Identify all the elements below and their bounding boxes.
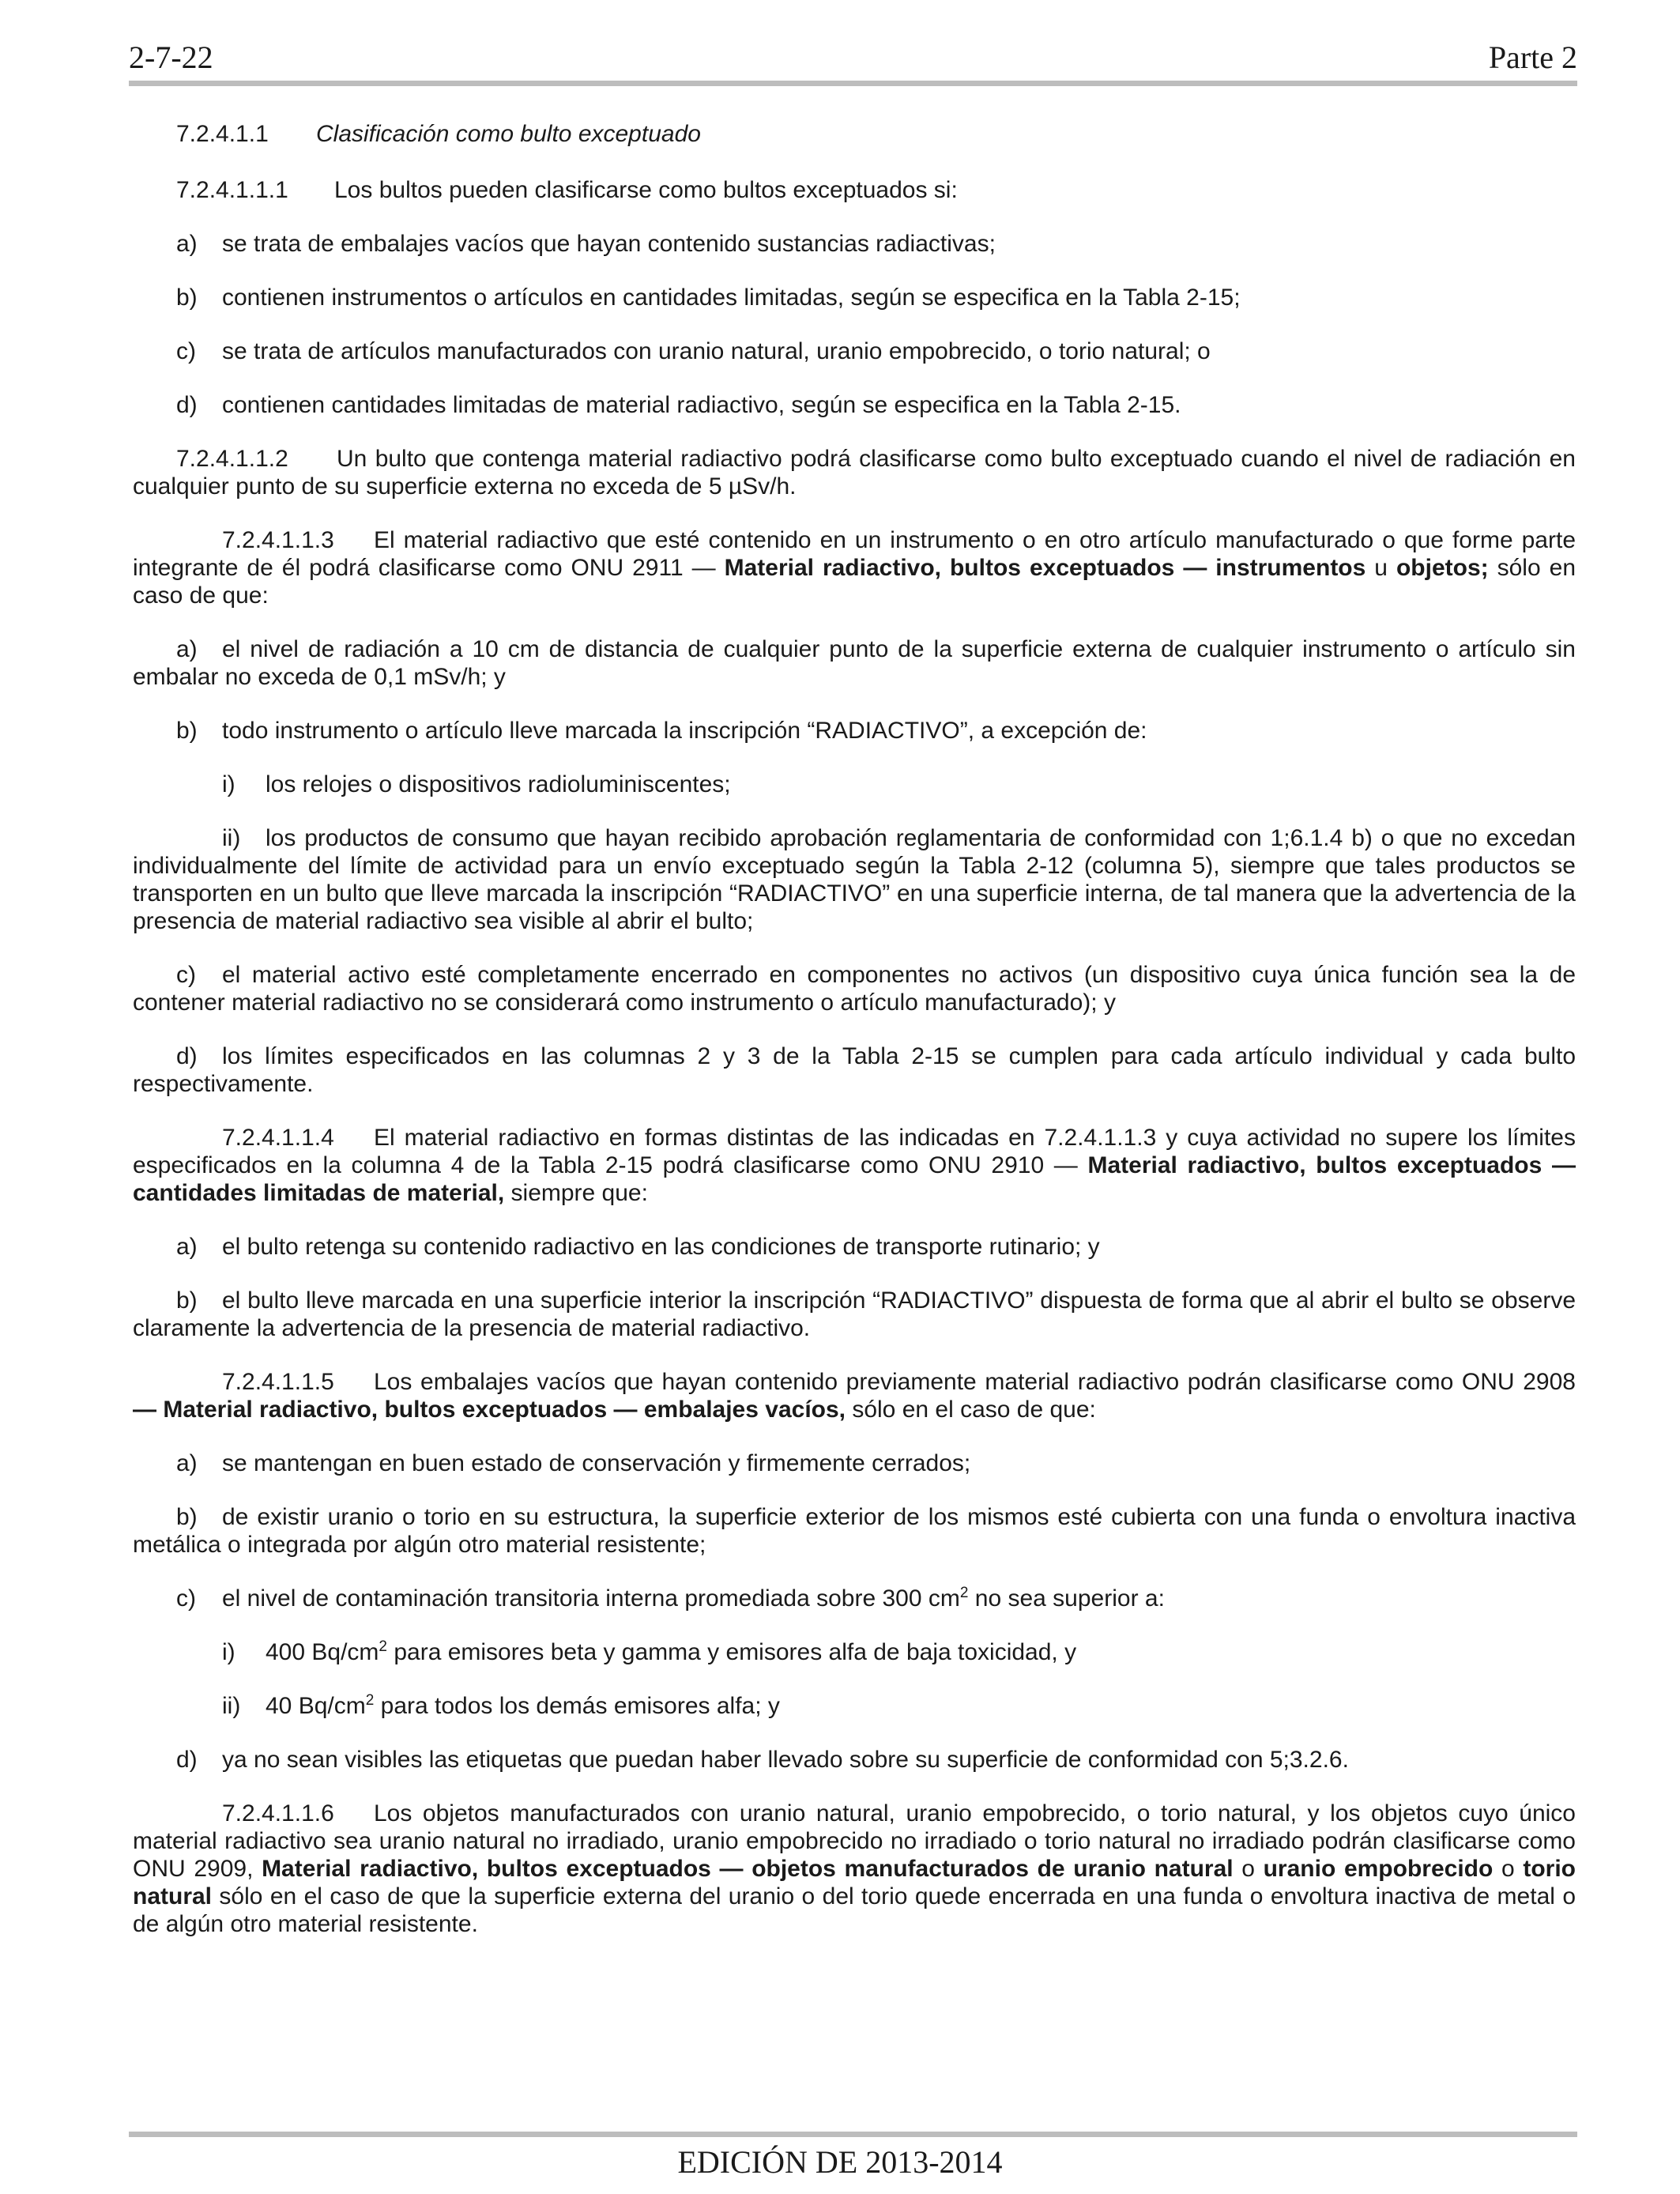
s15-condition-a: a) se mantengan en buen estado de conservación y firmemente cerrados; xyxy=(176,1450,971,1476)
paragraph-7-2-4-1-1-3: 7.2.4.1.1.3 El material radiactivo que esté contenido en un instrumento o en otro artículo manufacturado o que forme parte integrante de él podrá clasificarse como ONU 2911 — Material radiactivo, bultos exceptuados — instrumentos u objetos; sólo en caso de que: xyxy=(133,527,1576,609)
footer-rule xyxy=(129,2132,1577,2137)
paragraph-7-2-4-1-1-6: 7.2.4.1.1.6 Los objetos manufacturados con uranio natural, uranio empobrecido, o torio natural, y los objetos cuyo único material radiactivo sea uranio natural no irradiado, uranio empobrecido no irradiado o torio natural no irradiado podrán clasificarse como ONU 2909, Material radiactivo, bultos exceptuados — objetos manufacturados de uranio natural o uranio empobrecido o torio natural sólo en el caso de que la superficie externa del uranio o del torio quede encerrada en una funda o envoltura inactiva de metal o de algún otro material resistente. xyxy=(133,1800,1576,1937)
section-heading-7-2-4-1-1: 7.2.4.1.1 Clasificación como bulto exceptuado xyxy=(176,121,701,147)
list-item-c: c) se trata de artículos manufacturados con uranio natural, uranio empobrecido, o torio natural; o xyxy=(176,338,1211,364)
condition-b: b) todo instrumento o artículo lleve marcada la inscripción “RADIACTIVO”, a excepción de: xyxy=(176,718,1147,744)
list-item-b: b) contienen instrumentos o artículos en cantidades limitadas, según se especifica en la Tabla 2-15; xyxy=(176,285,1241,311)
page-number: 2-7-22 xyxy=(129,39,213,75)
part-label: Parte 2 xyxy=(1488,39,1577,75)
s15-condition-b: b) de existir uranio o torio en su estructura, la superficie exterior de los mismos esté cubierta con una funda o envoltura inactiva metálica o integrada por algún otro material resistente; xyxy=(133,1504,1576,1558)
condition-a: a) el nivel de radiación a 10 cm de distancia de cualquier punto de la superficie externa de cualquier instrumento o artículo sin embalar no exceda de 0,1 mSv/h; y xyxy=(133,636,1576,690)
paragraph-7-2-4-1-1-5: 7.2.4.1.1.5 Los embalajes vacíos que hayan contenido previamente material radiactivo podrán clasificarse como ONU 2908 — Material radiactivo, bultos exceptuados — embalajes vacíos, sólo en el caso de que: xyxy=(133,1369,1576,1423)
paragraph-7-2-4-1-1-2: 7.2.4.1.1.2 Un bulto que contenga material radiactivo podrá clasificarse como bulto exceptuado cuando el nivel de radiación en cualquier punto de su superficie externa no exceda de 5 µSv/h. xyxy=(133,446,1576,499)
paragraph-7-2-4-1-1-4: 7.2.4.1.1.4 El material radiactivo en formas distintas de las indicadas en 7.2.4.1.1.3 y cuya actividad no supere los límites especificados en la columna 4 de la Tabla 2-15 podrá clasificarse como ONU 2910 — Material radiactivo, bultos exceptuados — cantidades limitadas de material, siempre que: xyxy=(133,1125,1576,1206)
s15-limit-i: i) 400 $Bq/cm^2$ para emisores beta y gamma y emisores alfa de baja toxicidad, y xyxy=(222,1638,1077,1665)
s15-condition-d: d) ya no sean visibles las etiquetas que puedan haber llevado sobre su superficie de conformidad con 5;3.2.6. xyxy=(176,1747,1349,1773)
document-body xyxy=(133,120,1576,1938)
condition-c: c) el material activo esté completamente encerrado en componentes no activos (un dispositivo cuya única función sea la de contener material radiactivo no se considerará como instrumento o artículo manufacturado); y xyxy=(133,962,1576,1016)
list-item-a: a) se trata de embalajes vacíos que hayan contenido sustancias radiactivas; xyxy=(176,231,996,257)
s14-condition-b: b) el bulto lleve marcada en una superficie interior la inscripción “RADIACTIVO” dispuesta de forma que al abrir el bulto se observe claramente la advertencia de la presencia de material radiactivo. xyxy=(133,1287,1576,1341)
condition-d: d) los límites especificados en las columnas 2 y 3 de la Tabla 2-15 se cumplen para cada artículo individual y cada bulto respectivamente. xyxy=(133,1043,1576,1097)
header-rule xyxy=(129,81,1577,86)
paragraph-7-2-4-1-1-1: 7.2.4.1.1.1 Los bultos pueden clasificarse como bultos exceptuados si: xyxy=(176,177,958,203)
exception-i: i) los relojes o dispositivos radioluminiscentes; xyxy=(222,771,731,797)
s14-condition-a: a) el bulto retenga su contenido radiactivo en las condiciones de transporte rutinario; y xyxy=(176,1234,1100,1260)
edition-footer: EDICIÓN DE 2013-2014 xyxy=(677,2144,1003,2180)
page-header xyxy=(129,32,1577,82)
s15-condition-c: c) el nivel de contaminación transitoria interna promediada sobre 300 $cm^2$ no sea superior a: xyxy=(176,1585,1165,1612)
s15-limit-ii: ii) 40 $Bq/cm^2$ para todos los demás emisores alfa; y xyxy=(222,1692,780,1719)
section-title: Clasificación como bulto exceptuado xyxy=(316,121,701,147)
exception-ii: ii) los productos de consumo que hayan recibido aprobación reglamentaria de conformidad con 1;6.1.4 b) o que no excedan individualmente del límite de actividad para un envío exceptuado según la Tabla 2-12 (columna 5), siempre que tales productos se transporten en un bulto que lleve marcada la inscripción “RADIACTIVO” en una superficie interna, de tal manera que la advertencia de la presencia de material radiactivo sea visible al abrir el bulto; xyxy=(133,825,1576,934)
list-item-d: d) contienen cantidades limitadas de material radiactivo, según se especifica en la Tabla 2-15. xyxy=(176,392,1181,418)
